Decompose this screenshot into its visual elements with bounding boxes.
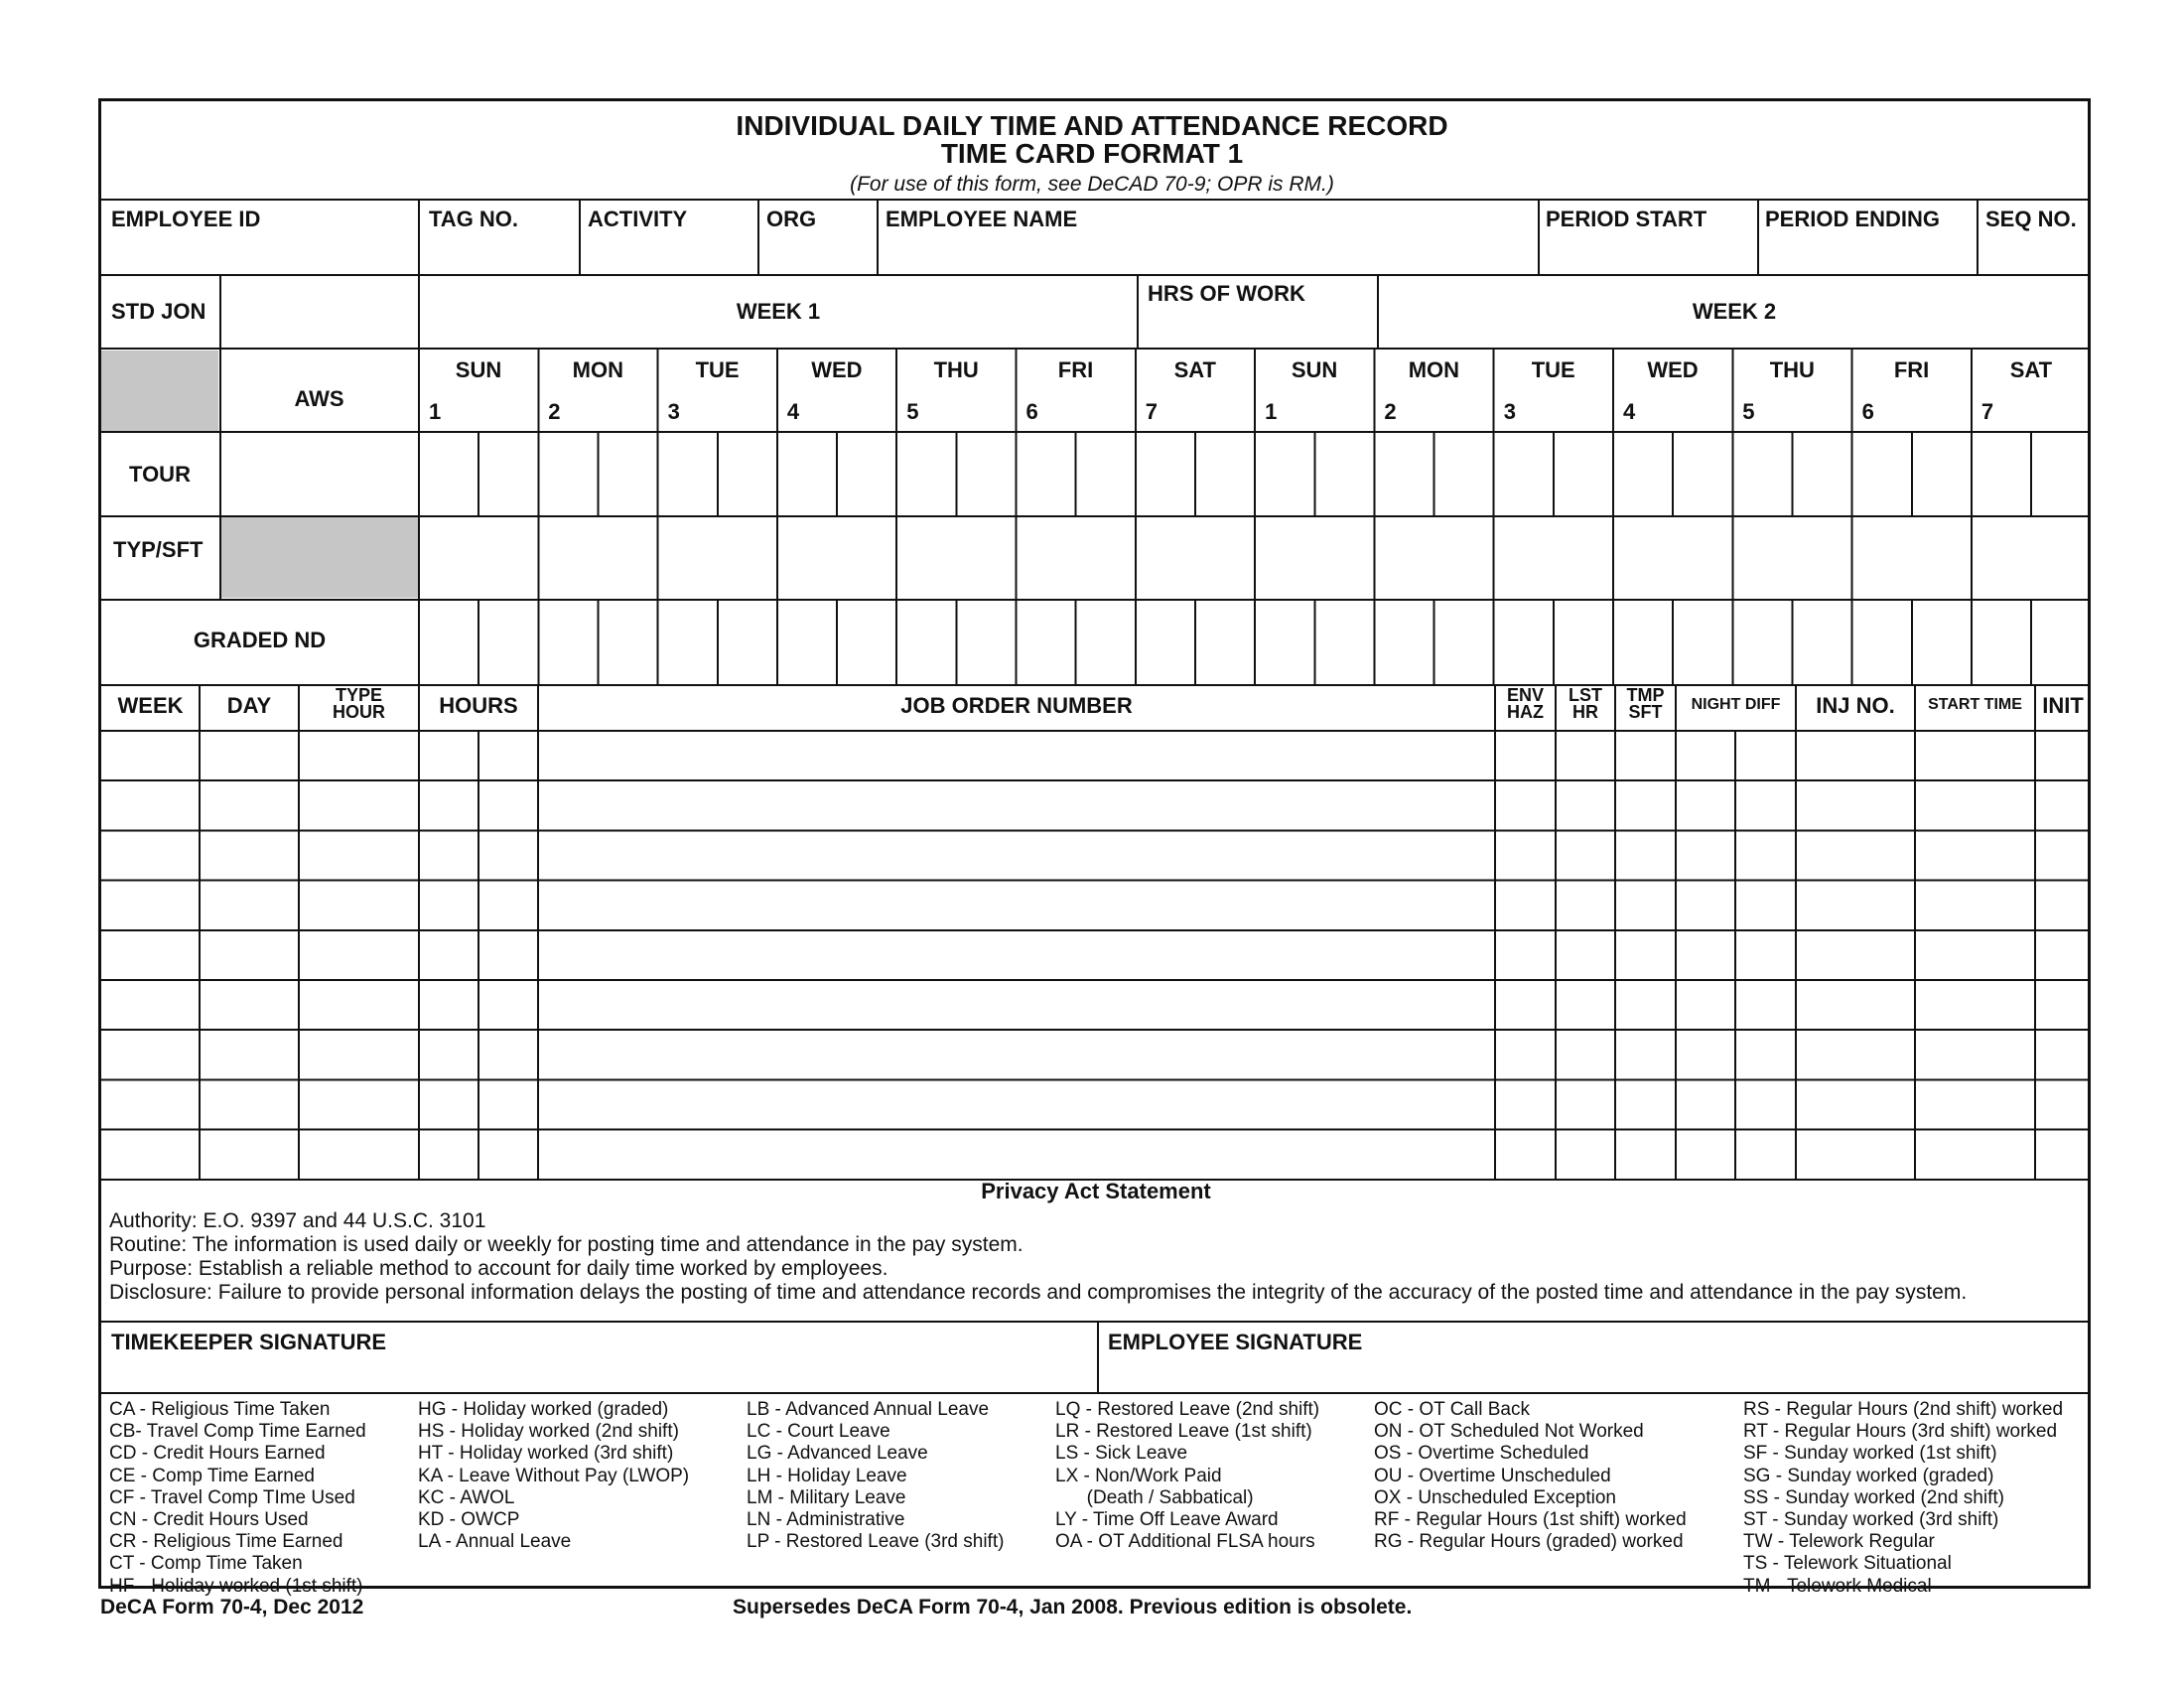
legend-item: RG - Regular Hours (graded) worked	[1374, 1531, 1684, 1553]
hrs-of-work-label: HRS OF WORK	[1148, 281, 1305, 306]
table-row[interactable]	[101, 780, 2091, 830]
privacy-authority: Authority: E.O. 9397 and 44 U.S.C. 3101	[109, 1209, 486, 1232]
privacy-act-heading: Privacy Act Statement	[981, 1179, 1211, 1203]
privacy-disclosure: Disclosure: Failure to provide personal information delays the posting of time and attendance records and compromises the integrity of the accuracy of the posted time and attendance in the pay system.	[109, 1281, 1968, 1304]
std-jon-label: STD JON	[111, 299, 206, 324]
legend-item: ST - Sunday worked (3rd shift)	[1743, 1508, 1999, 1530]
legend-column	[747, 1399, 1004, 1553]
job-order-number-header: JOB ORDER NUMBER	[900, 693, 1133, 718]
env-haz-line2: HAZ	[1507, 702, 1544, 722]
legend-item: HT - Holiday worked (3rd shift)	[418, 1443, 674, 1465]
table-row[interactable]	[101, 1130, 2091, 1180]
legend-item: KA - Leave Without Pay (LWOP)	[418, 1465, 690, 1486]
form-number: DeCA Form 70-4, Dec 2012	[100, 1596, 364, 1618]
table-row[interactable]	[101, 881, 2091, 930]
legend-item: HF - Holiday worked (1st shift)	[109, 1575, 363, 1597]
legend-item: TW - Telework Regular	[1743, 1531, 1935, 1553]
day-number: 7	[1980, 399, 1994, 424]
day-header-tue-w2: TUE	[1531, 357, 1575, 382]
day-number: 7	[1145, 399, 1159, 424]
legend-item: LA - Annual Leave	[418, 1531, 572, 1553]
employee-signature-field[interactable]: EMPLOYEE SIGNATURE	[1108, 1330, 1363, 1354]
table-row[interactable]	[101, 1079, 2091, 1129]
legend-item: OX - Unscheduled Exception	[1374, 1486, 1616, 1508]
seq-no-field[interactable]: SEQ NO.	[1985, 207, 2077, 231]
legend-item: LC - Court Leave	[747, 1421, 890, 1443]
week2-label: WEEK 2	[1692, 299, 1777, 324]
legend-item: RF - Regular Hours (1st shift) worked	[1374, 1508, 1687, 1530]
legend-item: ON - OT Scheduled Not Worked	[1374, 1421, 1644, 1443]
legend-item: LX - Non/Work Paid	[1055, 1465, 1222, 1486]
legend-item: RS - Regular Hours (2nd shift) worked	[1743, 1399, 2064, 1420]
day-header-thu-w2: THU	[1769, 357, 1815, 382]
activity-field[interactable]: ACTIVITY	[588, 207, 688, 231]
legend-item: HG - Holiday worked (graded)	[418, 1399, 669, 1420]
day-header-sat-w1: SAT	[1173, 357, 1216, 382]
period-start-field[interactable]: PERIOD START	[1546, 207, 1707, 231]
typ-sft-label: TYP/SFT	[113, 537, 204, 562]
legend-item: SS - Sunday worked (2nd shift)	[1743, 1486, 2004, 1508]
legend-item: CA - Religious Time Taken	[109, 1399, 331, 1420]
legend-item: RT - Regular Hours (3rd shift) worked	[1743, 1421, 2058, 1443]
type-hour-line2: HOUR	[333, 702, 385, 722]
legend-item: LM - Military Leave	[747, 1486, 906, 1508]
table-row[interactable]	[101, 830, 2091, 880]
day-header-tue-w1: TUE	[695, 357, 740, 382]
lst-hr-line2: HR	[1572, 702, 1598, 722]
form-usage-note: (For use of this form, see DeCAD 70-9; OPR is RM.)	[850, 173, 1334, 196]
day-number: 4	[1623, 399, 1636, 424]
legend-item: SF - Sunday worked (1st shift)	[1743, 1443, 1997, 1465]
graded-nd-label: GRADED ND	[193, 628, 327, 652]
table-row[interactable]	[101, 1030, 2091, 1079]
legend-item: CF - Travel Comp TIme Used	[109, 1486, 355, 1508]
tag-no-field[interactable]: TAG NO.	[429, 207, 519, 231]
legend-item: KC - AWOL	[418, 1486, 515, 1508]
day-header-sun-w1: SUN	[455, 357, 502, 382]
legend-item: OC - OT Call Back	[1374, 1399, 1530, 1420]
supersedes-notice: Supersedes DeCA Form 70-4, Jan 2008. Previous edition is obsolete.	[733, 1596, 1413, 1618]
day-number: 3	[667, 399, 680, 424]
day-number: 1	[429, 399, 442, 424]
legend-item: LY - Time Off Leave Award	[1055, 1508, 1279, 1530]
privacy-routine: Routine: The information is used daily or weekly for posting time and attendance in the pay system.	[109, 1233, 1024, 1256]
legend-item: CN - Credit Hours Used	[109, 1508, 309, 1530]
lst-hr-column-header	[1556, 687, 1615, 721]
day-header-mon-w1: MON	[572, 357, 623, 382]
night-diff-column-header: NIGHT DIFF	[1691, 696, 1781, 713]
legend-column	[109, 1399, 366, 1598]
day-header-sat-w2: SAT	[2009, 357, 2053, 382]
day-number: 2	[1384, 399, 1397, 424]
day-header-mon-w2: MON	[1408, 357, 1460, 382]
day-number: 2	[548, 399, 561, 424]
week1-label: WEEK 1	[736, 299, 821, 324]
day-number: 3	[1503, 399, 1516, 424]
day-number: 5	[1742, 399, 1755, 424]
legend-item: LN - Administrative	[747, 1508, 905, 1530]
legend-column	[1374, 1399, 1687, 1553]
employee-id-field[interactable]: EMPLOYEE ID	[111, 207, 261, 231]
table-row[interactable]	[101, 980, 2091, 1030]
legend-item: CT - Comp Time Taken	[109, 1553, 303, 1575]
privacy-purpose: Purpose: Establish a reliable method to account for daily time worked by employees.	[109, 1257, 888, 1280]
privacy-act-statement	[109, 1209, 2085, 1305]
form-title: INDIVIDUAL DAILY TIME AND ATTENDANCE RECORD	[736, 110, 1448, 141]
legend-item: OS - Overtime Scheduled	[1374, 1443, 1589, 1465]
legend-item: LH - Holiday Leave	[747, 1465, 907, 1486]
timekeeper-signature-field[interactable]: TIMEKEEPER SIGNATURE	[111, 1330, 387, 1354]
tmp-sft-column-header	[1615, 687, 1676, 721]
tour-label: TOUR	[129, 462, 191, 487]
legend-column	[1055, 1399, 1319, 1553]
day-number: 6	[1025, 399, 1038, 424]
tmp-sft-line1: TMP	[1626, 685, 1665, 705]
day-header-wed-w1: WED	[811, 357, 863, 382]
table-row[interactable]	[101, 731, 2091, 780]
table-row[interactable]	[101, 930, 2091, 980]
type-hour-column-header	[299, 687, 419, 721]
legend-item: OU - Overtime Unscheduled	[1374, 1465, 1611, 1486]
day-column-header: DAY	[226, 693, 272, 718]
day-number: 4	[786, 399, 800, 424]
week-column-header: WEEK	[117, 693, 184, 718]
legend-item: HS - Holiday worked (2nd shift)	[418, 1421, 679, 1443]
inj-no-column-header: INJ NO.	[1816, 693, 1895, 718]
legend-item: LR - Restored Leave (1st shift)	[1055, 1421, 1312, 1443]
day-header-thu-w1: THU	[933, 357, 979, 382]
period-ending-field[interactable]: PERIOD ENDING	[1765, 207, 1941, 231]
legend-column	[418, 1399, 689, 1553]
day-number: 6	[1861, 399, 1874, 424]
aws-label: AWS	[294, 386, 344, 411]
day-header-fri-w1: FRI	[1057, 357, 1094, 382]
legend-item: LP - Restored Leave (3rd shift)	[747, 1531, 1005, 1553]
legend-item: KD - OWCP	[418, 1508, 520, 1530]
org-field[interactable]: ORG	[766, 207, 817, 231]
legend-item: LB - Advanced Annual Leave	[747, 1399, 990, 1420]
legend-item: LG - Advanced Leave	[747, 1443, 928, 1465]
legend-item: TS - Telework Situational	[1743, 1553, 1952, 1575]
env-haz-line1: ENV	[1506, 685, 1544, 705]
legend-item: TM - Telework Medical	[1743, 1575, 1932, 1597]
lst-hr-line1: LST	[1569, 685, 1602, 705]
form-subtitle: TIME CARD FORMAT 1	[940, 138, 1244, 169]
day-number: 5	[906, 399, 919, 424]
legend-item: (Death / Sabbatical)	[1055, 1486, 1254, 1508]
tmp-sft-line2: SFT	[1628, 702, 1663, 722]
legend-item: CE - Comp Time Earned	[109, 1465, 315, 1486]
legend-item: OA - OT Additional FLSA hours	[1055, 1531, 1315, 1553]
employee-name-field[interactable]: EMPLOYEE NAME	[886, 207, 1078, 231]
hours-column-header: HOURS	[439, 693, 518, 718]
day-number: 1	[1265, 399, 1278, 424]
day-header-wed-w2: WED	[1647, 357, 1699, 382]
init-column-header: INIT	[2042, 693, 2084, 718]
legend-item: LS - Sick Leave	[1055, 1443, 1188, 1465]
day-header-sun-w2: SUN	[1291, 357, 1338, 382]
start-time-column-header: START TIME	[1928, 696, 2022, 713]
env-haz-column-header	[1495, 687, 1556, 721]
legend-column	[1743, 1399, 2063, 1598]
legend-item: SG - Sunday worked (graded)	[1743, 1465, 1994, 1486]
day-header-fri-w2: FRI	[1893, 357, 1930, 382]
legend-item: LQ - Restored Leave (2nd shift)	[1055, 1399, 1320, 1420]
type-hour-line1: TYPE	[335, 685, 382, 705]
legend-item: CB- Travel Comp Time Earned	[109, 1421, 366, 1443]
legend-item: CD - Credit Hours Earned	[109, 1443, 326, 1465]
legend-item: CR - Religious Time Earned	[109, 1531, 343, 1553]
